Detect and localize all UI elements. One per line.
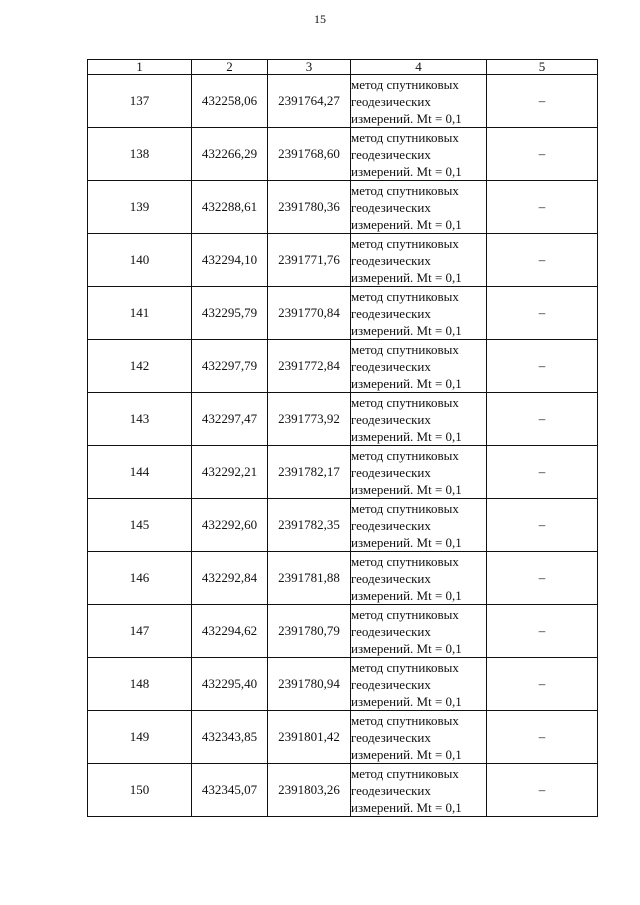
table-row xyxy=(88,499,598,552)
coordinate-y-cell: 2391801,42 xyxy=(268,711,351,764)
table-row xyxy=(88,287,598,340)
header-col-2: 2 xyxy=(192,60,268,75)
coordinate-x-cell: 432292,21 xyxy=(192,446,268,499)
coordinate-y-cell: 2391782,17 xyxy=(268,446,351,499)
coordinate-y-cell: 2391780,79 xyxy=(268,605,351,658)
coordinate-y-cell: 2391764,27 xyxy=(268,75,351,128)
point-number-cell: 147 xyxy=(88,605,192,658)
table-row xyxy=(88,552,598,605)
coordinate-x-cell: 432343,85 xyxy=(192,711,268,764)
method-cell xyxy=(351,499,487,552)
note-cell: – xyxy=(487,75,598,128)
table-row xyxy=(88,340,598,393)
method-line: измерений. Mt = 0,1 xyxy=(351,163,462,179)
method-line: геодезических xyxy=(351,729,431,745)
header-col-1: 1 xyxy=(88,60,192,75)
note-cell: – xyxy=(487,128,598,181)
point-number-cell: 141 xyxy=(88,287,192,340)
method-line: геодезических xyxy=(351,464,431,480)
table-row xyxy=(88,234,598,287)
coordinate-y-cell: 2391768,60 xyxy=(268,128,351,181)
coordinate-x-cell: 432297,47 xyxy=(192,393,268,446)
coordinate-x-cell: 432292,84 xyxy=(192,552,268,605)
point-number-cell: 143 xyxy=(88,393,192,446)
note-cell: – xyxy=(487,764,598,817)
coordinate-y-cell: 2391772,84 xyxy=(268,340,351,393)
method-cell xyxy=(351,75,487,128)
method-line: геодезических xyxy=(351,146,431,162)
method-line: измерений. Mt = 0,1 xyxy=(351,481,462,497)
note-cell: – xyxy=(487,658,598,711)
method-line: метод спутниковых xyxy=(351,129,459,145)
method-line: геодезических xyxy=(351,93,431,109)
method-line: измерений. Mt = 0,1 xyxy=(351,534,462,550)
header-col-5: 5 xyxy=(487,60,598,75)
header-row xyxy=(88,60,598,75)
method-line: геодезических xyxy=(351,676,431,692)
coordinate-x-cell: 432288,61 xyxy=(192,181,268,234)
method-line: измерений. Mt = 0,1 xyxy=(351,799,462,815)
coordinate-x-cell: 432258,06 xyxy=(192,75,268,128)
method-line: метод спутниковых xyxy=(351,341,459,357)
table-row xyxy=(88,711,598,764)
method-cell xyxy=(351,128,487,181)
note-cell: – xyxy=(487,393,598,446)
page-number: 15 xyxy=(314,12,326,26)
method-line: метод спутниковых xyxy=(351,235,459,251)
note-cell: – xyxy=(487,499,598,552)
header-col-3: 3 xyxy=(268,60,351,75)
point-number-cell: 142 xyxy=(88,340,192,393)
header-col-4: 4 xyxy=(351,60,487,75)
method-line: измерений. Mt = 0,1 xyxy=(351,322,462,338)
method-line: метод спутниковых xyxy=(351,553,459,569)
point-number-cell: 139 xyxy=(88,181,192,234)
coordinates-table xyxy=(87,59,598,817)
point-number-cell: 145 xyxy=(88,499,192,552)
method-line: измерений. Mt = 0,1 xyxy=(351,110,462,126)
method-line: метод спутниковых xyxy=(351,182,459,198)
method-line: метод спутниковых xyxy=(351,500,459,516)
method-cell xyxy=(351,340,487,393)
coordinate-y-cell: 2391770,84 xyxy=(268,287,351,340)
coordinate-y-cell: 2391781,88 xyxy=(268,552,351,605)
method-line: геодезических xyxy=(351,411,431,427)
method-line: метод спутниковых xyxy=(351,76,459,92)
method-line: метод спутниковых xyxy=(351,712,459,728)
coordinate-x-cell: 432295,40 xyxy=(192,658,268,711)
coordinate-y-cell: 2391771,76 xyxy=(268,234,351,287)
coordinate-y-cell: 2391780,94 xyxy=(268,658,351,711)
method-line: метод спутниковых xyxy=(351,394,459,410)
method-line: геодезических xyxy=(351,570,431,586)
point-number-cell: 137 xyxy=(88,75,192,128)
method-line: геодезических xyxy=(351,517,431,533)
method-cell xyxy=(351,605,487,658)
table-row xyxy=(88,658,598,711)
coordinate-x-cell: 432266,29 xyxy=(192,128,268,181)
coordinate-x-cell: 432297,79 xyxy=(192,340,268,393)
method-line: геодезических xyxy=(351,623,431,639)
method-line: измерений. Mt = 0,1 xyxy=(351,375,462,391)
coordinate-y-cell: 2391780,36 xyxy=(268,181,351,234)
method-line: измерений. Mt = 0,1 xyxy=(351,693,462,709)
method-line: геодезических xyxy=(351,199,431,215)
coordinate-x-cell: 432294,10 xyxy=(192,234,268,287)
point-number-cell: 148 xyxy=(88,658,192,711)
method-cell xyxy=(351,287,487,340)
method-line: измерений. Mt = 0,1 xyxy=(351,269,462,285)
table-row xyxy=(88,75,598,128)
method-cell xyxy=(351,711,487,764)
method-line: метод спутниковых xyxy=(351,765,459,781)
note-cell: – xyxy=(487,340,598,393)
point-number-cell: 146 xyxy=(88,552,192,605)
method-line: измерений. Mt = 0,1 xyxy=(351,587,462,603)
method-cell xyxy=(351,552,487,605)
coordinate-x-cell: 432292,60 xyxy=(192,499,268,552)
table-row xyxy=(88,181,598,234)
note-cell: – xyxy=(487,605,598,658)
method-line: геодезических xyxy=(351,358,431,374)
method-line: измерений. Mt = 0,1 xyxy=(351,746,462,762)
method-line: измерений. Mt = 0,1 xyxy=(351,428,462,444)
note-cell: – xyxy=(487,552,598,605)
point-number-cell: 138 xyxy=(88,128,192,181)
method-cell xyxy=(351,658,487,711)
table-row xyxy=(88,605,598,658)
point-number-cell: 140 xyxy=(88,234,192,287)
method-line: измерений. Mt = 0,1 xyxy=(351,216,462,232)
table-body xyxy=(88,75,598,817)
method-line: геодезических xyxy=(351,305,431,321)
note-cell: – xyxy=(487,446,598,499)
method-cell xyxy=(351,393,487,446)
note-cell: – xyxy=(487,287,598,340)
point-number-cell: 150 xyxy=(88,764,192,817)
table-row xyxy=(88,446,598,499)
table-header xyxy=(88,60,598,75)
method-line: метод спутниковых xyxy=(351,288,459,304)
note-cell: – xyxy=(487,181,598,234)
note-cell: – xyxy=(487,711,598,764)
method-line: метод спутниковых xyxy=(351,447,459,463)
method-line: измерений. Mt = 0,1 xyxy=(351,640,462,656)
method-cell xyxy=(351,764,487,817)
table-row xyxy=(88,128,598,181)
method-line: метод спутниковых xyxy=(351,659,459,675)
table-row xyxy=(88,393,598,446)
method-cell xyxy=(351,446,487,499)
note-cell: – xyxy=(487,234,598,287)
method-line: геодезических xyxy=(351,782,431,798)
method-line: метод спутниковых xyxy=(351,606,459,622)
coordinate-y-cell: 2391773,92 xyxy=(268,393,351,446)
table-row xyxy=(88,764,598,817)
coordinate-y-cell: 2391782,35 xyxy=(268,499,351,552)
coordinate-x-cell: 432345,07 xyxy=(192,764,268,817)
coordinate-x-cell: 432295,79 xyxy=(192,287,268,340)
coordinate-y-cell: 2391803,26 xyxy=(268,764,351,817)
coordinate-x-cell: 432294,62 xyxy=(192,605,268,658)
point-number-cell: 144 xyxy=(88,446,192,499)
point-number-cell: 149 xyxy=(88,711,192,764)
method-line: геодезических xyxy=(351,252,431,268)
method-cell xyxy=(351,181,487,234)
method-cell xyxy=(351,234,487,287)
